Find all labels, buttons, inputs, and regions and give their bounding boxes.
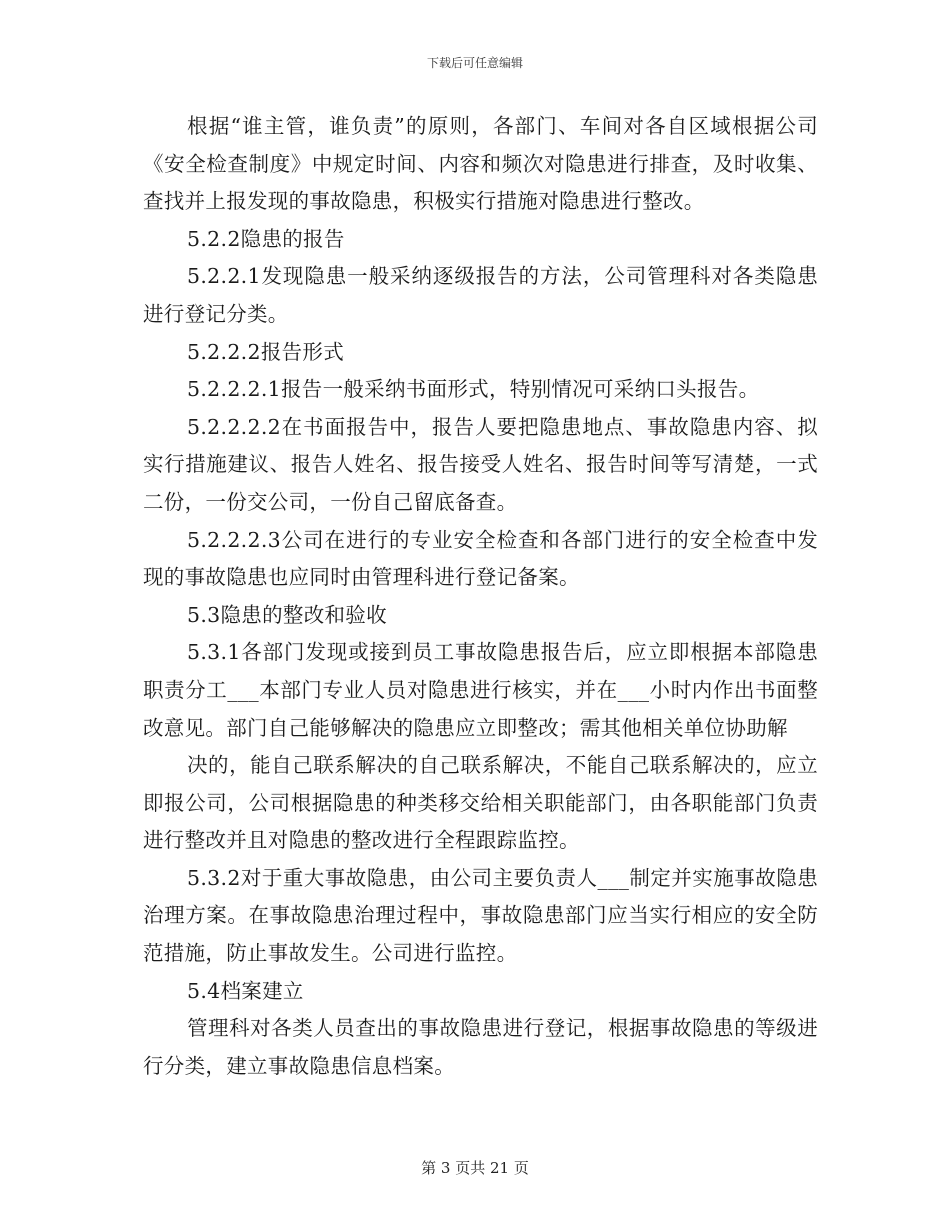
page-number-footer: 第 3 页共 21 页 [421,1159,529,1177]
document-body [143,108,818,1085]
paragraph-responsibility-principle: 根据“谁主管，谁负责”的原则，各部门、车间对各自区域根据公司《安全检查制度》中规定时间、内容和频次对隐患进行排查，及时收集、查找并上报发现的事故隐患，积极实行措施对隐患进行整改。 [143,114,818,214]
paragraph-5-2-2-2-2: 5.2.2.2.2在书面报告中，报告人要把隐患地点、事故隐患内容、拟实行措施建议、报告人姓名、报告接受人姓名、报告时间等写清楚，一式二份，一份交公司，一份自己留底备查。 [143,414,818,514]
paragraph-5-3-2: 5.3.2对于重大事故隐患，由公司主要负责人___制定并实施事故隐患治理方案。在事故隐患治理过程中，事故隐患部门应当实行相应的安全防范措施，防止事故发生。公司进行监控。 [143,865,818,966]
paragraph-5-2-2-2-3: 5.2.2.2.3公司在进行的专业安全检查和各部门进行的安全检查中发现的事故隐患也应同时由管理科进行登记备案。 [143,527,818,590]
heading-5-2-2: 5.2.2隐患的报告 [187,226,345,251]
paragraph-5-2-2-2-1: 5.2.2.2.1报告一般采纳书面形式，特别情况可采纳口头报告。 [187,377,760,402]
heading-5-4: 5.4档案建立 [187,978,304,1003]
paragraph-archive: 管理科对各类人员查出的事故隐患进行登记，根据事故隐患的等级进行分类，建立事故隐患信息档案。 [143,1016,818,1078]
page-header: 下载后可任意编辑 [426,56,523,70]
paragraph-5-3-1: 5.3.1各部门发现或接到员工事故隐患报告后，应立即根据本部隐患职责分工___本部门专业人员对隐患进行核实，并在___小时内作出书面整改意见。部门自己能够解决的隐患应立即整改；需其他相关单位协助解 [143,640,818,740]
heading-5-3: 5.3隐患的整改和验收 [187,602,387,627]
paragraph-5-2-2-1: 5.2.2.1发现隐患一般采纳逐级报告的方法，公司管理科对各类隐患进行登记分类。 [143,264,818,326]
heading-5-2-2-2: 5.2.2.2报告形式 [187,339,345,364]
paragraph-5-3-1-continued: 决的，能自己联系解决的自己联系解决，不能自己联系解决的，应立即报公司，公司根据隐患的种类移交给相关职能部门，由各职能部门负责进行整改并且对隐患的整改进行全程跟踪监控。 [143,753,818,853]
